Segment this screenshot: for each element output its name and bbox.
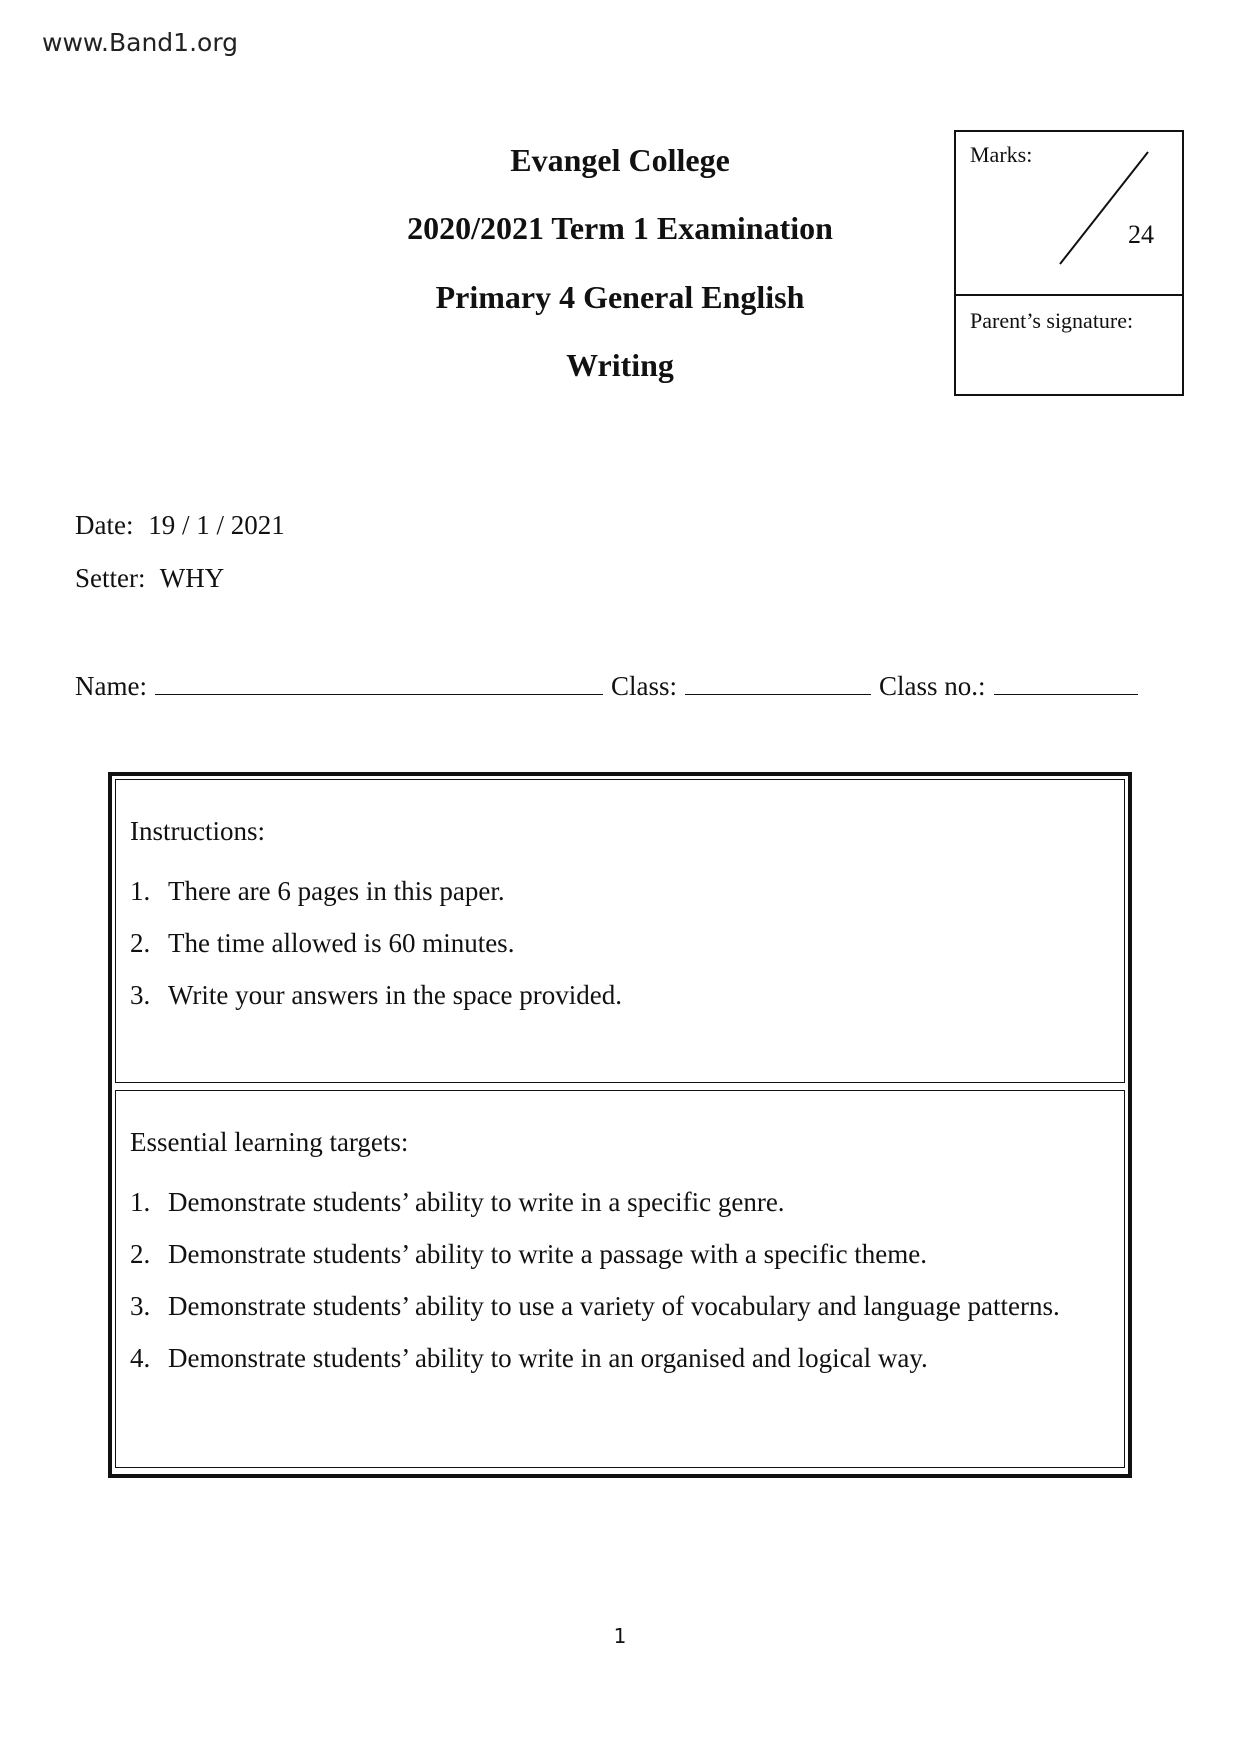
- date-value: 19 / 1 / 2021: [148, 510, 285, 540]
- item-number: 4.: [130, 1343, 151, 1373]
- subject-title: Primary 4 General English: [435, 279, 805, 315]
- setter-value: WHY: [159, 563, 225, 593]
- marks-label: Marks:: [970, 142, 1033, 167]
- item-number: 2.: [130, 1239, 151, 1269]
- item-number: 1.: [130, 876, 151, 906]
- learning-targets-heading: Essential learning targets:: [130, 1127, 409, 1157]
- parent-signature-label: Parent’s signature:: [970, 308, 1134, 333]
- item-number: 3.: [130, 1291, 151, 1321]
- list-item: [130, 1343, 1060, 1395]
- instructions-list: [130, 876, 622, 1032]
- item-text: Write your answers in the space provided.: [168, 980, 623, 1010]
- student-fields: [75, 668, 1146, 702]
- source-url: www.Band1.org: [42, 28, 239, 57]
- class-label: Class:: [610, 671, 677, 701]
- item-number: 1.: [130, 1187, 151, 1217]
- marks-box: [954, 130, 1184, 396]
- setter-label: Setter:: [75, 563, 146, 593]
- item-text: There are 6 pages in this paper.: [168, 876, 505, 906]
- class-no-label: Class no.:: [879, 671, 986, 701]
- item-text: The time allowed is 60 minutes.: [168, 928, 515, 958]
- instructions-panel: [115, 779, 1125, 1083]
- school-name: Evangel College: [510, 142, 730, 178]
- name-blank[interactable]: [155, 668, 603, 695]
- info-box: [108, 772, 1132, 1478]
- list-item: [130, 1239, 1060, 1291]
- marks-slash: [956, 132, 1182, 294]
- item-number: 3.: [130, 980, 151, 1010]
- page-number: 1: [613, 1624, 627, 1648]
- list-item: [130, 1291, 1060, 1343]
- item-number: 2.: [130, 928, 151, 958]
- date-label: Date:: [75, 510, 134, 540]
- class-blank[interactable]: [685, 668, 871, 695]
- item-text: Demonstrate students’ ability to write in a specific genre.: [168, 1187, 785, 1217]
- paper-title: Writing: [566, 347, 674, 383]
- marks-total: 24: [1128, 220, 1154, 249]
- instructions-heading: Instructions:: [130, 816, 265, 846]
- learning-targets-list: [130, 1187, 1060, 1395]
- marks-section: [956, 132, 1182, 296]
- exam-title: 2020/2021 Term 1 Examination: [407, 210, 833, 246]
- list-item: [130, 928, 622, 980]
- item-text: Demonstrate students’ ability to write in an organised and logical way.: [168, 1343, 928, 1373]
- learning-targets-panel: [115, 1090, 1125, 1468]
- list-item: [130, 876, 622, 928]
- setter-line: [75, 563, 224, 594]
- class-no-blank[interactable]: [994, 668, 1138, 695]
- item-text: Demonstrate students’ ability to use a variety of vocabulary and language patterns.: [168, 1291, 1060, 1321]
- date-line: [75, 510, 285, 541]
- list-item: [130, 980, 622, 1032]
- item-text: Demonstrate students’ ability to write a passage with a specific theme.: [168, 1239, 928, 1269]
- list-item: [130, 1187, 1060, 1239]
- name-label: Name:: [75, 671, 147, 701]
